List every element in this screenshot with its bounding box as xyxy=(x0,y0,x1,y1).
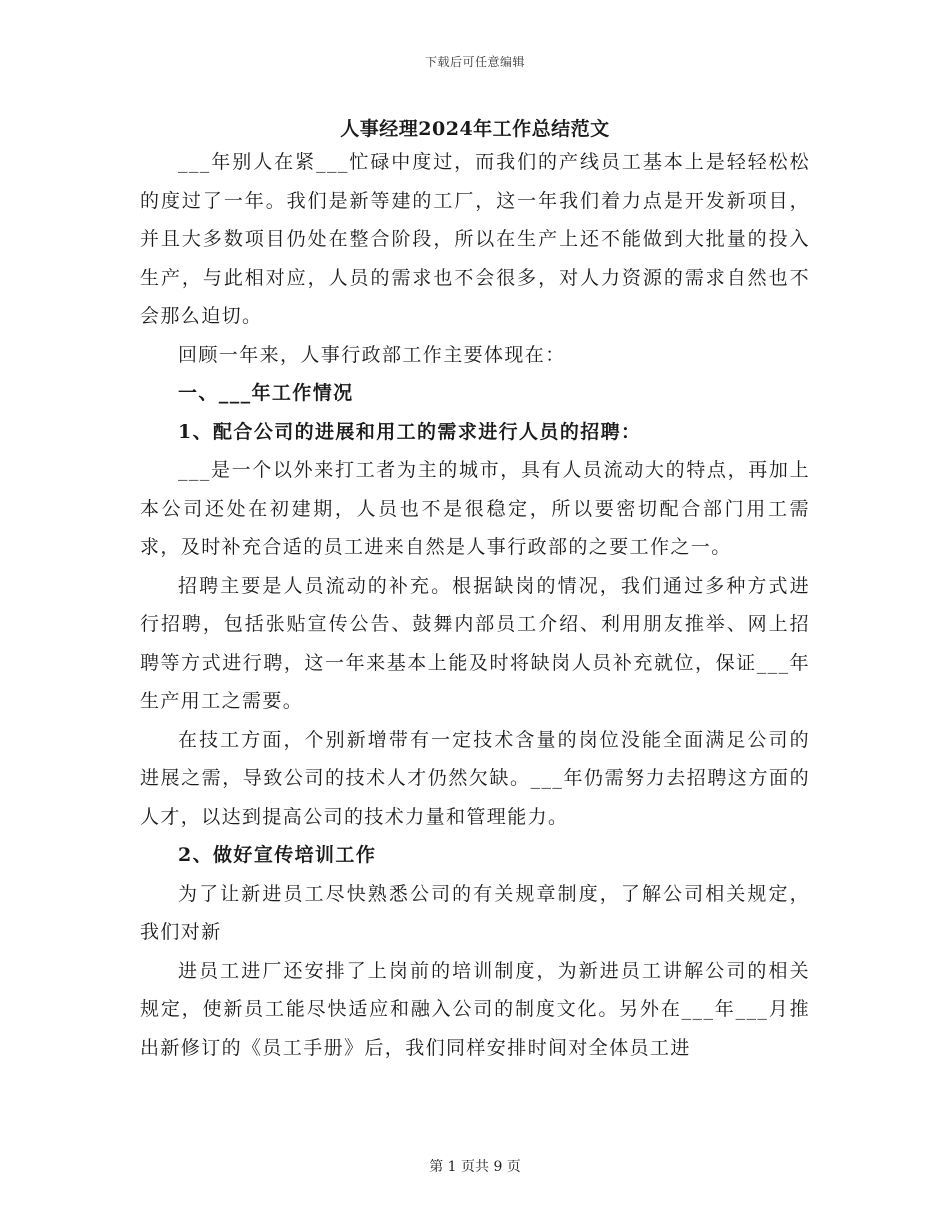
page-footer: 第 1 页共 9 页 xyxy=(429,1159,521,1175)
document-body xyxy=(140,143,810,1067)
paragraph-training-intro: 为了让新进员工尽快熟悉公司的有关规章制度，了解公司相关规定，我们对新 xyxy=(140,882,810,943)
paragraph-review: 回顾一年来，人事行政部工作主要体现在： xyxy=(178,343,566,366)
paragraph-city: ___是一个以外来打工者为主的城市，具有人员流动大的特点，再加上本公司还处在初建期，人员也不是很稳定，所以要密切配合部门用工需求，及时补充合适的员工进来自然是人事行政部的之要工作之一。 xyxy=(140,459,810,558)
document-title: 人事经理2024年工作总结范文 xyxy=(340,118,610,140)
subsection-heading-training: 2、做好宣传培训工作 xyxy=(178,844,377,866)
section-heading-1: 一、___年工作情况 xyxy=(178,382,354,404)
header-note: 下载后可任意编辑 xyxy=(424,55,525,69)
subsection-heading-recruitment: 1、配合公司的进展和用工的需求进行人员的招聘： xyxy=(178,420,642,443)
paragraph-intro: ___年别人在紧___忙碌中度过，而我们的产线员工基本上是轻轻松松的度过了一年。我们是新等建的工厂，这一年我们着力点是开发新项目，并且大多数项目仍处在整合阶段，所以在生产上还不能做到大批量的投入生产，与此相对应，人员的需求也不会很多，对人力资源的需求自然也不会那么迫切。 xyxy=(140,151,810,327)
paragraph-technicians: 在技工方面，个别新增带有一定技术含量的岗位没能全面满足公司的进展之需，导致公司的技术人才仍然欠缺。___年仍需努力去招聘这方面的人才，以达到提高公司的技术力量和管理能力。 xyxy=(140,728,810,828)
paragraph-recruitment: 招聘主要是人员流动的补充。根据缺岗的情况，我们通过多种方式进行招聘，包括张贴宣传公告、鼓舞内部员工介绍、利用朋友推举、网上招聘等方式进行聘，这一年来基本上能及时将缺岗人员补充就位，保证___年生产用工之需要。 xyxy=(140,574,810,712)
paragraph-training-detail: 进员工进厂还安排了上岗前的培训制度，为新进员工讲解公司的相关规定，使新员工能尽快适应和融入公司的制度文化。另外在___年___月推出新修订的《员工手册》后，我们同样安排时间对全体员工进 xyxy=(140,959,810,1059)
